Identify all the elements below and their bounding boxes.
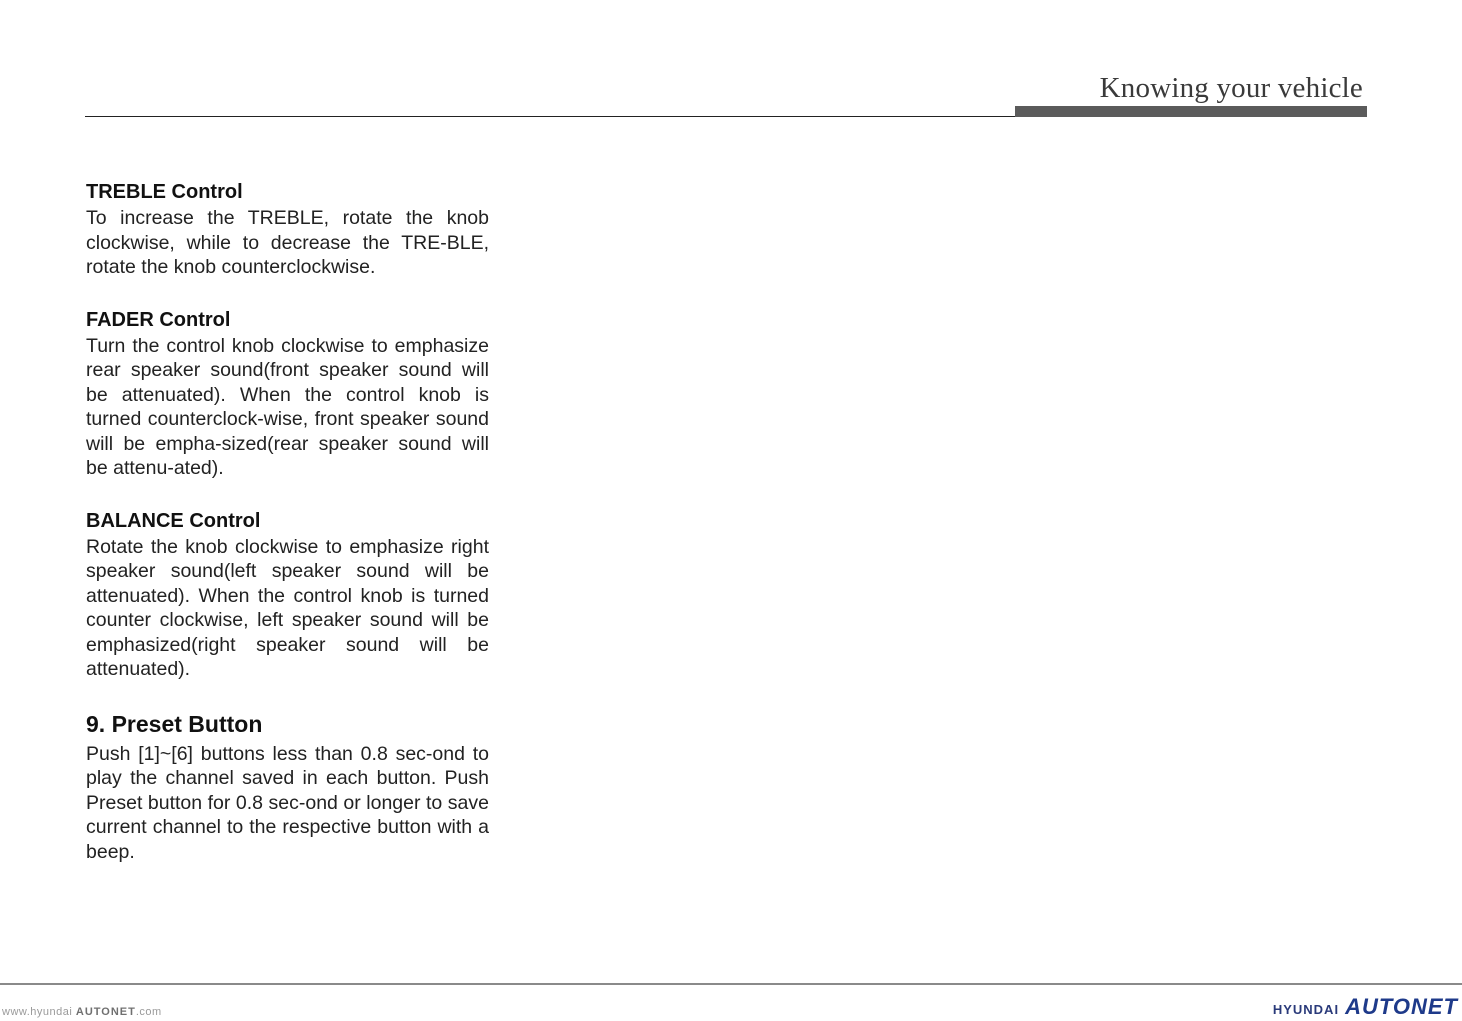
header-rule <box>85 116 1015 117</box>
section-heading: FADER Control <box>86 308 231 331</box>
footer-logo <box>1273 994 1458 1020</box>
footer-logo-text: AUTONET <box>1345 994 1458 1019</box>
section-balance <box>86 507 489 682</box>
section-heading: 9. Preset Button <box>86 710 263 737</box>
section-body: Rotate the knob clockwise to emphasize right speaker sound(left speaker sound will be attenuated). When the control knob is turned counter clockwise, left speaker sound will be emphasized(right speaker sound will be attenuated). <box>86 535 489 680</box>
header-accent-bar <box>1015 106 1367 117</box>
footer-rule <box>0 983 1462 985</box>
section-body: Push [1]~[6] buttons less than 0.8 sec-ond to play the channel saved in each button. Push Preset button for 0.8 sec-ond or longer to save current channel to the respective button with a beep. <box>86 742 489 863</box>
section-treble <box>86 178 489 280</box>
section-heading: TREBLE Control <box>86 181 243 203</box>
section-heading: BALANCE Control <box>86 509 261 532</box>
footer-website <box>2 1006 162 1018</box>
section-body: To increase the TREBLE, rotate the knob clockwise, while to decrease the TRE-BLE, rotate the knob counterclockwise. <box>86 207 489 278</box>
page-content <box>86 178 489 890</box>
header-title: Knowing your vehicle <box>1099 72 1363 104</box>
section-body: Turn the control knob clockwise to emphasize rear speaker sound(front speaker sound will be attenuated). When the control knob is turned counterclock-wise, front speaker sound will be empha-sized(rear speaker sound will be attenu-ated). <box>86 334 489 479</box>
footer-website-suffix: .com <box>135 1006 162 1018</box>
footer-brand: HYUNDAI <box>1272 1002 1340 1017</box>
footer-website-prefix: www.hyundai <box>2 1006 73 1018</box>
section-fader <box>86 306 489 481</box>
footer-website-strong: AUTONET <box>75 1006 136 1018</box>
section-preset-button <box>86 708 489 865</box>
